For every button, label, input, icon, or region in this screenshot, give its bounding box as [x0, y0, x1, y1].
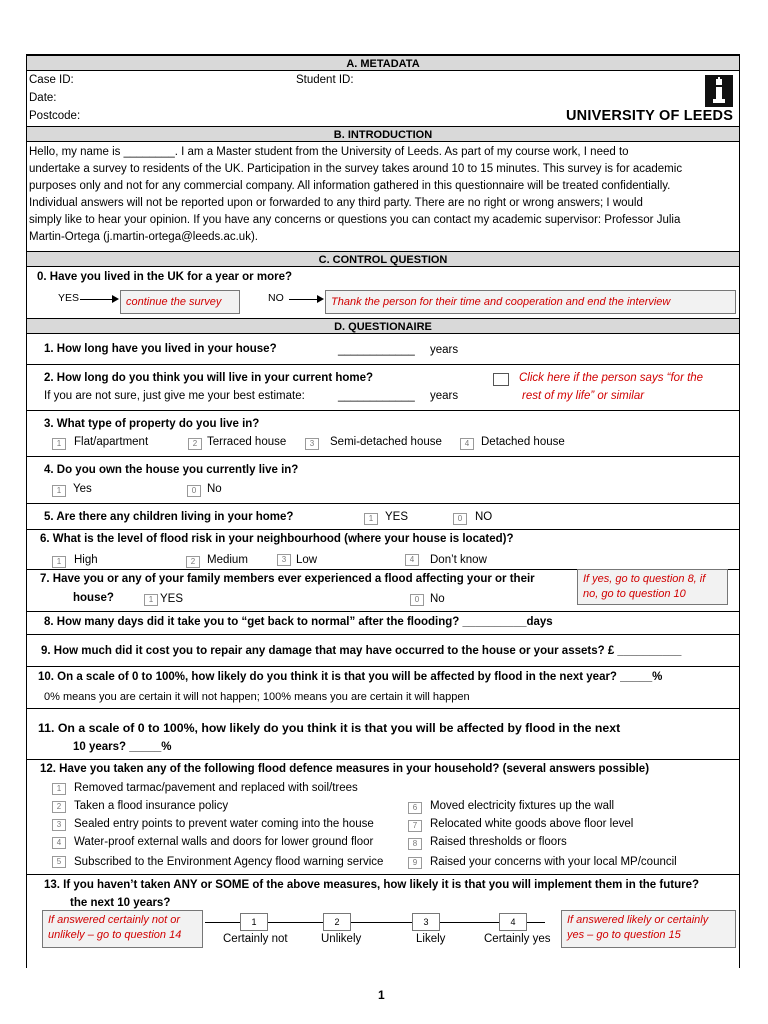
q5-option-label: YES: [385, 511, 409, 523]
q2-text: 2. How long do you think you will live in your current home?: [44, 372, 374, 384]
q3-option-label: Semi-detached house: [330, 436, 442, 448]
q12-option-label: Sealed entry points to prevent water coming into the house: [74, 818, 374, 830]
q12-option-box[interactable]: 9: [408, 857, 422, 869]
q10-subtext: 0% means you are certain it will not happen; 100% means you are certain it will happen: [44, 691, 470, 703]
q3-option-label: Terraced house: [207, 436, 287, 448]
q12-option-box[interactable]: 3: [52, 819, 66, 831]
q7-option-box[interactable]: 1: [144, 594, 158, 606]
continue-survey-note: continue the survey: [120, 290, 240, 314]
end-interview-note: Thank the person for their time and cooperation and end the interview: [325, 290, 736, 314]
q13-text-line2: the next 10 years?: [70, 897, 171, 909]
q13-scale-box[interactable]: 3: [412, 913, 440, 931]
q10-text: 10. On a scale of 0 to 100%, how likely do you think it is that you will be affected by flood in the next year? _____%: [38, 671, 663, 683]
q12-option-box[interactable]: 1: [52, 783, 66, 795]
q9-text: 9. How much did it cost you to repair any damage that may have occurred to the house or your assets? £ __________: [41, 645, 682, 657]
q7-note-line1: If yes, go to question 8, if: [583, 573, 706, 585]
q12-option-label: Raised your concerns with your local MP/council: [430, 856, 677, 868]
q3-option-box[interactable]: 1: [52, 438, 66, 450]
divider: [27, 634, 739, 635]
q13-scale-box[interactable]: 4: [499, 913, 527, 931]
q2-subtext: If you are not sure, just give me your best estimate:: [44, 390, 305, 402]
q13-scale-label: Certainly not: [223, 933, 288, 945]
q2-note-line2: rest of my life” or similar: [522, 390, 645, 402]
q3-option-label: Detached house: [481, 436, 565, 448]
divider: [27, 666, 739, 667]
divider: [27, 503, 739, 504]
q7-option-box[interactable]: 0: [410, 594, 424, 606]
q2-blank[interactable]: ____________: [338, 390, 415, 402]
q12-option-label: Taken a flood insurance policy: [74, 800, 229, 812]
divider: [27, 410, 739, 411]
q4-text: 4. Do you own the house you currently live in?: [44, 464, 299, 476]
q6-option-label: Low: [296, 554, 318, 566]
q3-text: 3. What type of property do you live in?: [44, 418, 260, 430]
q2-unit: years: [430, 390, 459, 402]
q12-option-label: Raised thresholds or floors: [430, 836, 567, 848]
q13-right-note: [561, 910, 736, 948]
date-label: Date:: [29, 92, 57, 104]
intro-line: purposes only and not for any commercial company. All information gathered in this questionnaire will be treated confidentially.: [29, 180, 671, 192]
control-yes-label: YES: [58, 292, 80, 304]
q13-left-note-line1: If answered certainly not or: [48, 914, 181, 926]
divider: [27, 364, 739, 365]
q2-checkbox[interactable]: [493, 373, 509, 386]
q6-text: 6. What is the level of flood risk in your neighbourhood (where your house is located)?: [40, 533, 514, 545]
arrow-right-icon: [289, 299, 322, 300]
q13-scale-label: Unlikely: [321, 933, 362, 945]
q7-option-label: No: [430, 593, 445, 605]
divider: [27, 529, 739, 530]
divider: [27, 759, 739, 760]
q7-option-label: YES: [160, 593, 184, 605]
q4-option-box[interactable]: 1: [52, 485, 66, 497]
q12-option-label: Relocated white goods above floor level: [430, 818, 634, 830]
q6-option-label: Don’t know: [430, 554, 487, 566]
q12-option-box[interactable]: 7: [408, 820, 422, 832]
control-no-label: NO: [268, 292, 284, 304]
q3-option-label: Flat/apartment: [74, 436, 149, 448]
q6-option-box[interactable]: 1: [52, 556, 66, 568]
university-name: UNIVERSITY OF LEEDS: [566, 108, 734, 124]
q4-option-box[interactable]: 0: [187, 485, 201, 497]
student-id-label: Student ID:: [296, 74, 354, 86]
section-header-control: C. CONTROL QUESTION: [27, 251, 739, 267]
q6-option-label: High: [74, 554, 98, 566]
q7-skip-note: [577, 569, 728, 605]
university-crest-icon: [705, 75, 733, 107]
section-header-introduction: B. INTRODUCTION: [27, 126, 739, 142]
q6-option-box[interactable]: 3: [277, 554, 291, 566]
case-id-label: Case ID:: [29, 74, 74, 86]
q11-text: 11. On a scale of 0 to 100%, how likely do you think it is that you will be affected by flood in the next: [38, 721, 621, 735]
intro-line: simply like to hear your opinion. If you have any concerns or questions you can contact my academic supervisor: Professor Julia: [29, 214, 681, 226]
q5-option-box[interactable]: 1: [364, 513, 378, 525]
page-number: 1: [378, 988, 385, 1002]
introduction-text: [29, 144, 737, 246]
q13-left-note: [42, 910, 203, 948]
q7-note-line2: no, go to question 10: [583, 588, 686, 600]
q12-option-box[interactable]: 5: [52, 856, 66, 868]
q12-option-label: Moved electricity fixtures up the wall: [430, 800, 615, 812]
q12-option-box[interactable]: 8: [408, 838, 422, 850]
q1-unit: years: [430, 344, 459, 356]
q12-option-label: Subscribed to the Environment Agency flood warning service: [74, 856, 384, 868]
q13-text: 13. If you haven’t taken ANY or SOME of the above measures, how likely it is that you will implement them in the future?: [44, 879, 699, 891]
q2-note-line1: Click here if the person says “for the: [519, 372, 704, 384]
divider: [27, 611, 739, 612]
q12-option-box[interactable]: 6: [408, 802, 422, 814]
q6-option-label: Medium: [207, 554, 248, 566]
q12-option-box[interactable]: 2: [52, 801, 66, 813]
q5-option-box[interactable]: 0: [453, 513, 467, 525]
section-header-metadata: A. METADATA: [27, 55, 739, 71]
q12-option-label: Water-proof external walls and doors for lower ground floor: [74, 836, 374, 848]
arrow-right-icon: [80, 299, 117, 300]
q7-text-line2: house?: [73, 592, 114, 604]
intro-line: undertake a survey to residents of the UK. Participation in the survey takes around 10 to 15 minutes. This survey is for academic: [29, 163, 683, 175]
section-header-questionnaire: D. QUESTIONAIRE: [27, 318, 739, 334]
divider: [27, 874, 739, 875]
q3-option-box[interactable]: 3: [305, 438, 319, 450]
q6-option-box[interactable]: 2: [186, 556, 200, 568]
q13-scale-box[interactable]: 2: [323, 913, 351, 931]
q13-scale-label: Certainly yes: [484, 933, 551, 945]
q3-option-box[interactable]: 2: [188, 438, 202, 450]
intro-line: Martin-Ortega (j.martin-ortega@leeds.ac.uk).: [29, 231, 258, 243]
q11-text-line2: 10 years? _____%: [73, 741, 172, 753]
q6-option-box[interactable]: 4: [405, 554, 419, 566]
q7-text: 7. Have you or any of your family members ever experienced a flood affecting your or their: [40, 573, 535, 585]
postcode-label: Postcode:: [29, 110, 81, 122]
q5-text: 5. Are there any children living in your home?: [44, 511, 294, 523]
q1-blank[interactable]: ____________: [338, 344, 415, 356]
q13-right-note-line2: yes – go to question 15: [567, 929, 681, 941]
q3-option-box[interactable]: 4: [460, 438, 474, 450]
q4-option-label: Yes: [73, 483, 92, 495]
intro-line: Individual answers will not be reported upon or forwarded to any third party. There are no right or wrong answers; I would: [29, 197, 643, 209]
q1-text: 1. How long have you lived in your house?: [44, 343, 277, 355]
q5-option-label: NO: [475, 511, 493, 523]
divider: [27, 456, 739, 457]
q12-text: 12. Have you taken any of the following flood defence measures in your household? (several answers possible): [40, 763, 650, 775]
q12-option-box[interactable]: 4: [52, 837, 66, 849]
q4-option-label: No: [207, 483, 222, 495]
q13-scale-label: Likely: [416, 933, 446, 945]
q13-scale-box[interactable]: 1: [240, 913, 268, 931]
q13-right-note-line1: If answered likely or certainly: [567, 914, 709, 926]
intro-line: Hello, my name is ________. I am a Master student from the University of Leeds. As part of my course work, I need to: [29, 146, 629, 158]
divider: [27, 708, 739, 709]
control-question: 0. Have you lived in the UK for a year or more?: [37, 271, 292, 283]
q8-text: 8. How many days did it take you to “get back to normal” after the flooding? __________days: [44, 616, 553, 628]
q13-left-note-line2: unlikely – go to question 14: [48, 929, 182, 941]
q12-option-label: Removed tarmac/pavement and replaced with soil/trees: [74, 782, 358, 794]
